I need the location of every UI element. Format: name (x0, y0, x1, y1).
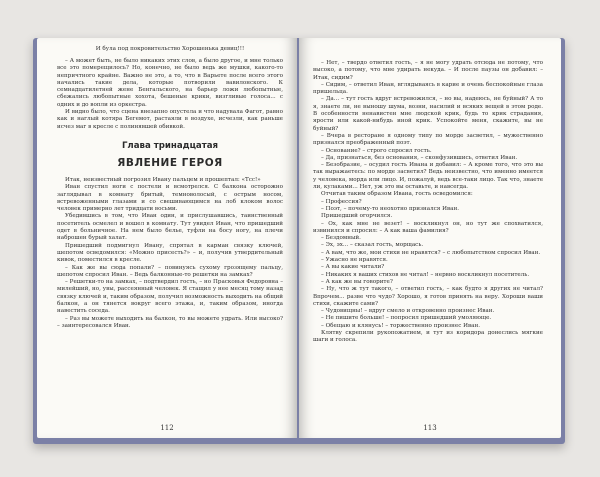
paragraph: – Профессия? (321, 198, 362, 205)
paragraph: – А вам, что же, мои стихи не нравятся? – с любопытством спросил Иван. (321, 249, 541, 256)
paragraph: – Да... – тут гость вдруг встревожился, – но вы, надеюсь, не буйный? А то я, знаете ли, не выношу шума, возни, насилий и всяких вещей в этом роде. В особенности ненавистен мне людской крик, будь то крик страдания, ярости или какой-нибудь иной крик. Успокойте меня, скажите, вы не буйный? (313, 96, 543, 132)
paragraph: – Не пишите больше! – попросил пришедший умоляюще. (321, 315, 492, 322)
page-number-left: 112 (160, 424, 174, 432)
paragraph: – Обещаю и клянусь! – торжественно произнес Иван. (321, 322, 480, 329)
open-book (33, 38, 565, 444)
paragraph: – Сидим, – ответил Иван, вглядываясь в карие и очень беспокойные глаза пришельца. (313, 81, 543, 96)
running-head: И була под покровительство Хорошенька девиц!!! (95, 46, 245, 52)
paragraph: – Как же вы сюда попали? – повинуясь сухому грозящему пальцу, шепотом спросил Иван. – Ведь балконные-то решетки на замках? (57, 264, 283, 278)
left-paragraphs-top (57, 58, 283, 131)
paragraph: – Ох, как мне не везет! – воскликнул он, но тут же спохватился, извинился и спросил: – А как ваша фамилия? (313, 220, 543, 234)
paragraph: Итак, неизвестный погрозил Ивану пальцем и прошептал: «Тсс!» (65, 176, 261, 183)
paragraph: – Нет, – твердо ответил гость, – я не могу удрать отсюда не потому, что высоко, а потому, что мне удирать некуда. – И после паузы он добавил: – Итак, сидим? (313, 60, 543, 81)
chapter-number: Глава тринадцатая (121, 140, 219, 151)
paragraph: – Бездомный. (321, 235, 361, 242)
paragraph: – Поэт, – почему-то неохотно признался Иван. (321, 205, 459, 212)
right-page (299, 38, 561, 438)
left-page (37, 38, 297, 438)
paragraph: Убедившись в том, что Иван один, и прислушавшись, таинственный посетитель осмелел и вошел в комнату. Тут увидел Иван, что пришедший одет в больничное. На нем было белье, туфли на босу ногу, на плечи наброшен бурый халат. (57, 213, 283, 242)
paragraph: – Ну, что ж тут такого, – ответил гость, – как будто я других не читал? Впрочем... разве что чудо? Хорошо, я готов принять на веру. Хороши ваши стихи, скажите сами? (313, 286, 543, 307)
paragraph: – Ужасно не нравятся. (321, 257, 388, 264)
paragraph: Пришедший подмигнул Ивану, спрятал в карман связку ключей, шепотом осведомился: «Можно присесть?» – и, получив утвердительный кивок, поместился в кресле. (57, 242, 283, 264)
paragraph: – Никаких я ваших стихов не читал! – нервно воскликнул посетитель. (321, 271, 530, 278)
paragraph: – Чудовищны! – вдруг смело и откровенно произнес Иван. (321, 308, 495, 315)
paragraph: – А может быть, не было никаких этих слов, а было другое, и мне только все это померещилось? Но, конечно, не было ведь же мушки, какого-то непричтного крайне. Важно не это, а то, что в Варьете после всего этого начались такие дела, которые потворили вавилонского. К семнадцатилетней жене Бенгальского, на барьер ложи любопытные, сбежались любопытные хохота, бешеные крики, визгливые голоса... с одних и до вопли из оркестра. (57, 58, 283, 108)
right-page-content (313, 60, 543, 345)
paragraph: Иван спустил ноги с постели и всмотрелся. С балкона осторожно заглядывал в комнату бритый, темноволосый, с острым носом, встревоженными глазами и со свешивающимся на лоб клоком волос человек примерно лет тридцати восьми. (57, 184, 283, 213)
page-number-right: 113 (423, 424, 437, 432)
paragraph: – Раз вы можете выходить на балкон, то вы можете удрать. Или высоко? – заинтересовался Иван. (57, 315, 283, 329)
paragraph: – Да, признаться, без основания, – сконфузившись, ответил Иван. (321, 154, 518, 161)
paragraph: – Решетки-то на замках, – подтвердил гость, – но Прасковья Федоровна – милейший, но, увы, рассеянный человек. Я стащил у нее месяц тому назад связку ключей и, таким образом, получил возможность выходить на общий балкон, а он тянется вокруг всего этажа, и, таким образом, иногда навестить соседа. (57, 279, 283, 315)
left-page-content (57, 46, 283, 330)
paragraph: Пришедший огорчился. (321, 213, 393, 220)
paragraph: Отчитав таким образом Ивана, гость осведомился: (321, 191, 473, 198)
paragraph: – Эх, эх... – сказал гость, морщась. (321, 242, 424, 249)
paragraph: – А вы какие читали? (321, 264, 385, 271)
paragraph: – Вчера в ресторане я одному типу по морде засветил, – мужественно признался преображенный поэт. (313, 132, 543, 147)
paragraph: И видно было, что сцена внезапно опустела и что надувала Фагот, равно как и наглый котяра Бегемот, растаяли в воздухе, исчезли, как раньше исчез маг в кресле с полинявшей обивкой. (57, 109, 283, 130)
left-paragraphs-bottom (57, 177, 283, 330)
paragraph: – Основание? – строго спросил гость. (321, 147, 432, 154)
paragraph: – А как же вы говорите? (321, 278, 393, 285)
paragraph: – Безобразие, – осудил гость Ивана и добавил: – А кроме того, что это вы так выражаетесь: по морде засветил? Ведь неизвестно, что именно имеется у человека, морда или лицо. И, пожалуй, ведь все-таки лицо. Так что, знаете ли, кулаками... Нет, уж это вы оставьте, и навсегда. (313, 162, 543, 191)
chapter-title: ЯВЛЕНИЕ ГЕРОЯ (117, 156, 223, 169)
paragraph: Клятву скрепили рукопожатием, и тут из коридора донеслись мягкие шаги и голоса. (313, 329, 543, 344)
